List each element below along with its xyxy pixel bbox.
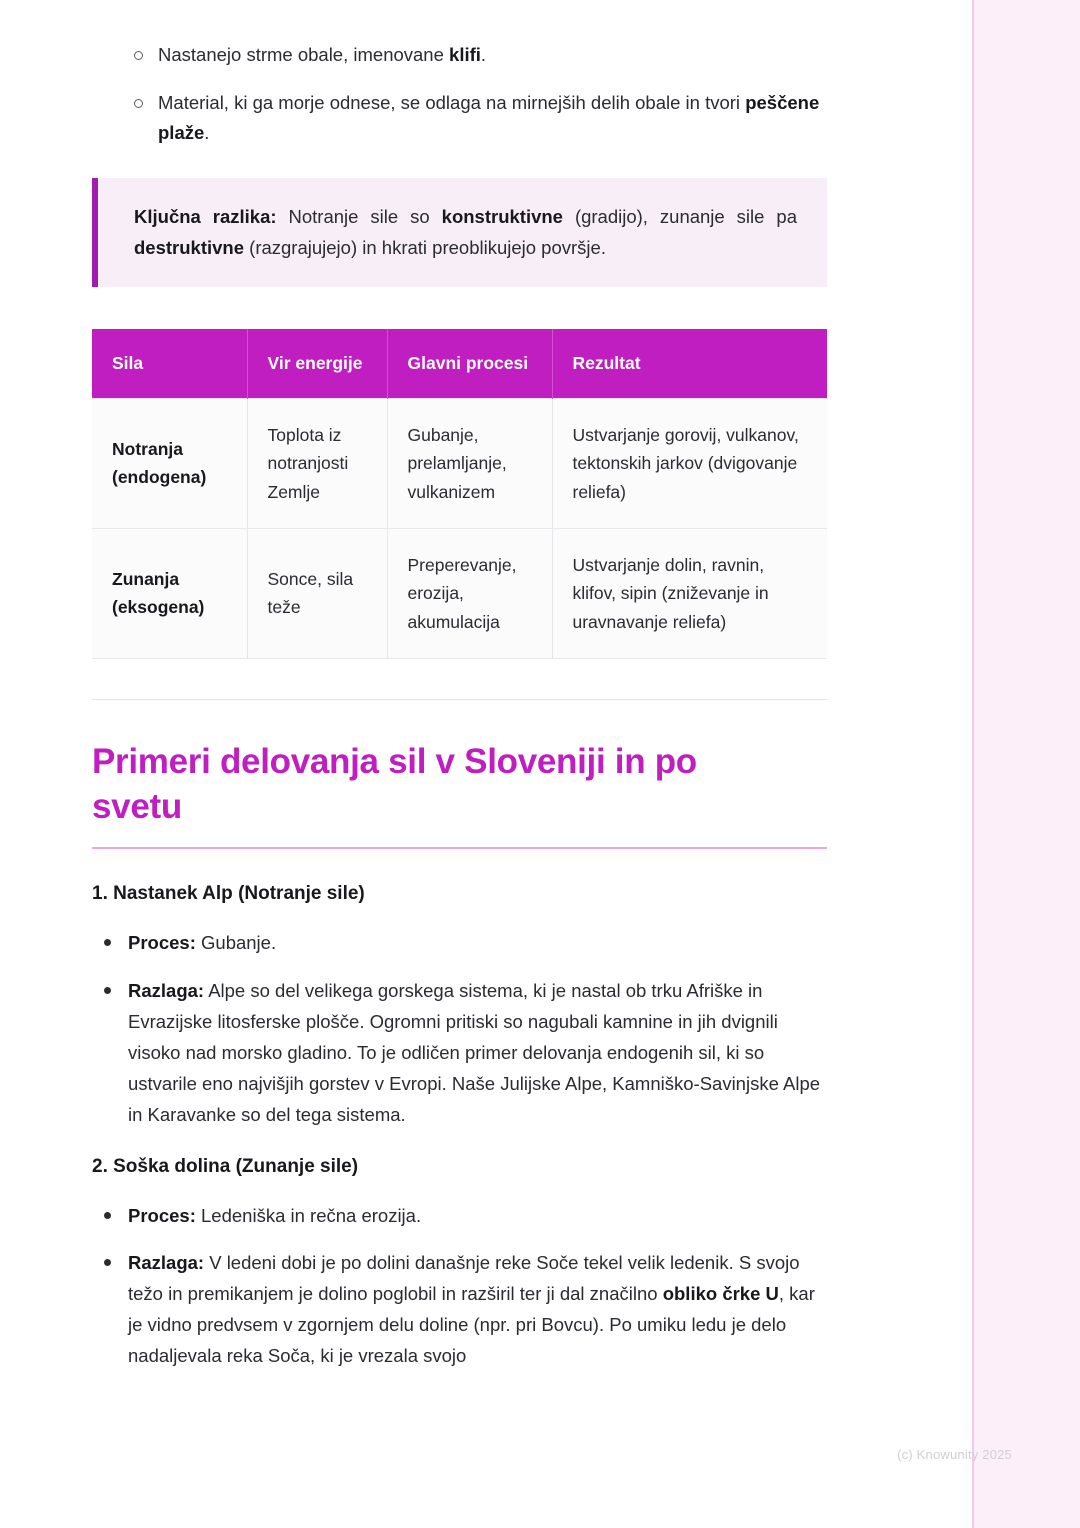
- example-2-razlaga: Razlaga: V ledeni dobi je po dolini današnje reke Soče tekel velik ledenik. S svojo težo in premikanjem je dolino poglobil in razširil ter ji dal značilno obliko črke U, kar je vidno predvsem v zgornjem delu doline (npr. pri Bovcu). Po umiku ledu je delo nadaljevala reka Soča, ki je vrezala svojo: [128, 1252, 815, 1367]
- list-item: [92, 40, 832, 70]
- example-2-list: [92, 1200, 832, 1371]
- table-header-row: [92, 329, 827, 398]
- table-header-rezultat: Rezultat: [552, 329, 827, 398]
- cell-procesi: Gubanje, prelamljanje, vulkanizem: [387, 398, 552, 528]
- key-difference-callout: [92, 178, 827, 287]
- example-1-heading: 1. Nastanek Alp (Notranje sile): [92, 883, 365, 905]
- cell-rezultat: Ustvarjanje gorovij, vulkanov, tektonskih jarkov (dvigovanje reliefa): [552, 398, 827, 528]
- cell-sila: Notranja (endogena): [92, 398, 247, 528]
- list-item: [92, 1247, 832, 1371]
- example-2-proces: Proces: Ledeniška in rečna erozija.: [128, 1204, 422, 1226]
- page-title: Primeri delovanja sil v Sloveniji in po svetu: [92, 741, 697, 826]
- list-item: [92, 927, 832, 958]
- cell-rezultat: Ustvarjanje dolin, ravnin, klifov, sipin (zniževanje in uravnavanje reliefa): [552, 528, 827, 658]
- cell-procesi: Preperevanje, erozija, akumulacija: [387, 528, 552, 658]
- title-underline: [92, 847, 827, 849]
- bullet-text-pescene-plaze: Material, ki ga morje odnese, se odlaga na mirnejših delih obale in tvori peščene plaže.: [158, 91, 820, 143]
- cell-vir: Sonce, sila teže: [247, 528, 387, 658]
- example-1-list: [92, 927, 832, 1129]
- table-header-glavni-procesi: Glavni procesi: [387, 329, 552, 398]
- watermark: (c) Knowunity 2025: [897, 1447, 1012, 1462]
- cell-vir: Toplota iz notranjosti Zemlje: [247, 398, 387, 528]
- list-item: [92, 88, 832, 148]
- page-right-rail: [972, 0, 1080, 1528]
- table-row: [92, 398, 827, 528]
- table-header-sila: Sila: [92, 329, 247, 398]
- document-content: [92, 40, 832, 1371]
- callout-text: Ključna razlika: Notranje sile so konstruktivne (gradijo), zunanje sile pa destruktivne (razgrajujejo) in hkrati preoblikujejo površje.: [134, 205, 797, 258]
- table-header-vir-energije: Vir energije: [247, 329, 387, 398]
- list-item: [92, 1200, 832, 1231]
- example-2-heading: 2. Soška dolina (Zunanje sile): [92, 1155, 359, 1177]
- forces-comparison-table: [92, 329, 827, 659]
- example-1-proces: Proces: Gubanje.: [128, 932, 277, 954]
- example-1-razlaga: Razlaga: Alpe so del velikega gorskega sistema, ki je nastal ob trku Afriške in Evrazijske litosferske plošče. Ogromni pritiski so nagubali kamnine in jih dvignili visoko nad morsko gladino. To je odličen primer delovanja endogenih sil, ki so ustvarile eno najvišjih gorstev v Evropi. Naše Julijske Alpe, Kamniško-Savinjske Alpe in Karavanke so del tega sistema.: [128, 979, 821, 1125]
- bullet-text-klifi: Nastanejo strme obale, imenovane klifi.: [158, 44, 487, 65]
- list-item: [92, 975, 832, 1130]
- coast-bullet-list: [92, 40, 832, 148]
- cell-sila: Zunanja (eksogena): [92, 528, 247, 658]
- section-divider: [92, 699, 827, 700]
- table-row: [92, 528, 827, 658]
